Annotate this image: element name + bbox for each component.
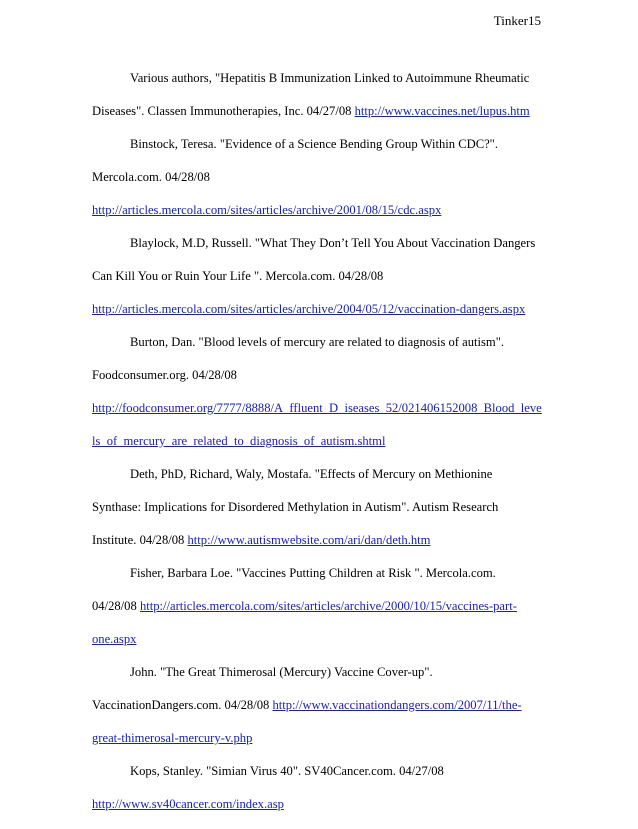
reference-text: Mercola.com. 04/28/08 [92,170,210,184]
reference-text: Deth, PhD, Richard, Waly, Mostafa. "Effects of Mercury on Methionine [130,467,493,481]
reference-text: Binstock, Teresa. "Evidence of a Science Bending Group Within CDC?". [130,137,498,151]
reference-text: Diseases". Classen Immunotherapies, Inc. 04/27/08 [92,104,355,118]
reference-text: Foodconsumer.org. 04/28/08 [92,368,237,382]
reference-entry [92,334,552,466]
reference-line [92,202,552,235]
reference-entry [92,763,552,829]
reference-line [92,367,552,400]
works-cited-list [92,70,552,829]
reference-line [92,235,552,268]
reference-link[interactable]: http://articles.mercola.com/sites/articles/archive/2000/10/15/vaccines-part- [139,599,517,613]
reference-link[interactable]: http://articles.mercola.com/sites/articles/archive/2001/08/15/cdc.aspx [92,203,442,217]
reference-text: John. "The Great Thimerosal (Mercury) Vaccine Cover-up". [130,665,433,679]
reference-link[interactable]: http://articles.mercola.com/sites/articles/archive/2004/05/12/vaccination-dangers.aspx [92,302,526,316]
reference-entry [92,70,552,136]
reference-entry [92,664,552,763]
reference-line [92,301,552,334]
reference-line [92,730,552,763]
reference-line [92,466,552,499]
reference-text: Kops, Stanley. "Simian Virus 40". SV40Cancer.com. 04/27/08 [130,764,444,778]
reference-line [92,334,552,367]
reference-text: Synthase: Implications for Disordered Methylation in Autism". Autism Research [92,500,499,514]
reference-entry [92,466,552,565]
reference-line [92,70,552,103]
reference-text: Fisher, Barbara Loe. "Vaccines Putting Children at Risk ". Mercola.com. [130,566,496,580]
reference-link[interactable]: http://www.vaccines.net/lupus.htm [354,104,530,118]
reference-link[interactable]: http://foodconsumer.org/7777/8888/A_ffluent_D_iseases_52/021406152008_Blood_leve [92,401,542,415]
reference-line [92,499,552,532]
reference-text: Institute. 04/28/08 [92,533,188,547]
reference-line [92,697,552,730]
reference-line [92,103,552,136]
reference-text: 04/28/08 [92,599,140,613]
reference-link[interactable]: http://www.sv40cancer.com/index.asp [92,797,284,811]
reference-line [92,532,552,565]
reference-entry [92,136,552,235]
reference-line [92,136,552,169]
reference-link[interactable]: http://www.autismwebsite.com/ari/dan/deth.htm [187,533,431,547]
reference-line [92,565,552,598]
reference-line [92,268,552,301]
reference-line [92,400,552,433]
reference-line [92,664,552,697]
reference-line [92,631,552,664]
reference-text: VaccinationDangers.com. 04/28/08 [92,698,273,712]
reference-line [92,796,552,829]
reference-line [92,598,552,631]
reference-entry [92,235,552,334]
reference-text: Various authors, "Hepatitis B Immunization Linked to Autoimmune Rheumatic [130,71,530,85]
reference-link[interactable]: http://www.vaccinationdangers.com/2007/11/the- [272,698,522,712]
reference-link[interactable]: ls_of_mercury_are_related_to_diagnosis_of_autism.shtml [92,434,386,448]
reference-text: Burton, Dan. "Blood levels of mercury are related to diagnosis of autism". [130,335,505,349]
reference-link[interactable]: great-thimerosal-mercury-v.php [92,731,253,745]
reference-text: Blaylock, M.D, Russell. "What They Don’t Tell You About Vaccination Dangers [130,236,536,250]
reference-text: Can Kill You or Ruin Your Life ". Mercola.com. 04/28/08 [92,269,384,283]
reference-line [92,169,552,202]
reference-line [92,433,552,466]
reference-link[interactable]: one.aspx [92,632,137,646]
reference-line [92,763,552,796]
reference-entry [92,565,552,664]
page-header: Tinker15 [493,13,541,28]
